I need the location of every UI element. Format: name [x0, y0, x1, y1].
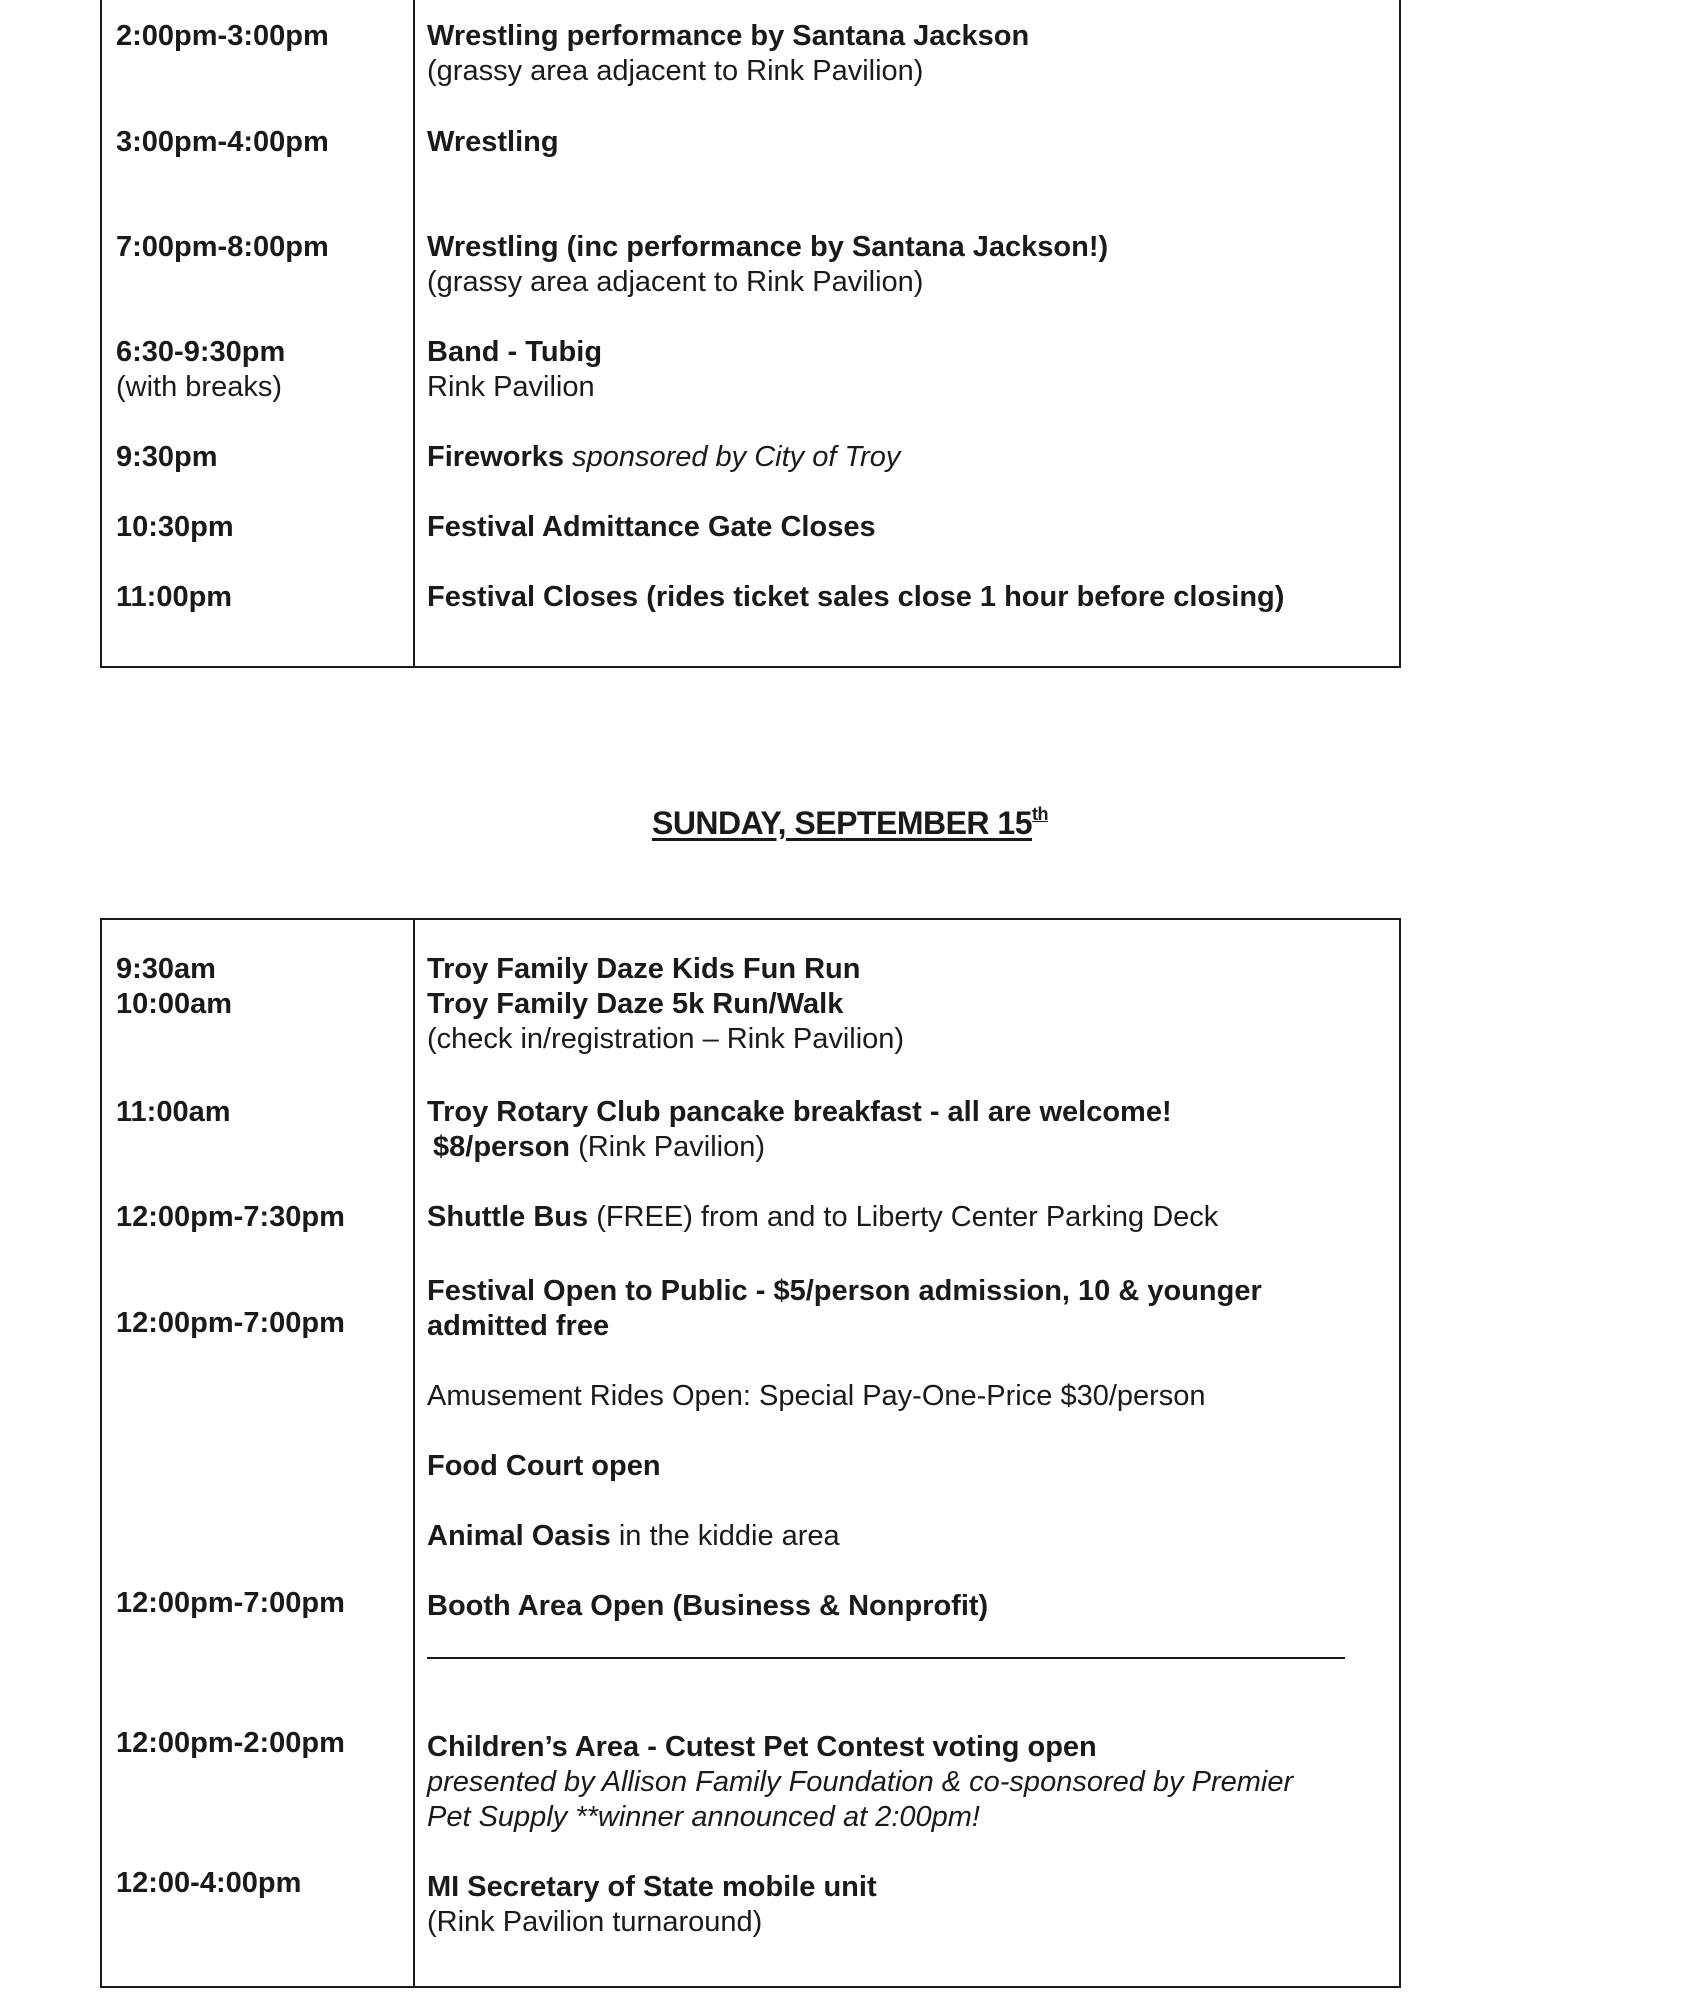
event-title: Troy Family Daze Kids Fun Run [427, 953, 861, 985]
event-detail: in the kiddie area [618, 1520, 840, 1552]
event-title: Shuttle Bus [427, 1201, 589, 1233]
event-title: Troy Family Daze 5k Run/Walk [427, 988, 844, 1020]
time-cell: 10:30pm [116, 511, 234, 543]
event-title: Fireworks [427, 441, 564, 473]
time-cell: 12:00pm-2:00pm [116, 1727, 345, 1759]
time-cell: 12:00pm-7:30pm [116, 1201, 345, 1233]
time-cell: 12:00-4:00pm [116, 1867, 302, 1899]
event-location: Rink Pavilion [427, 371, 595, 403]
time-cell: 11:00pm [116, 581, 233, 613]
event-title: Festival Open to Public - $5/person admission, 10 & younger [427, 1275, 1262, 1307]
event-row-fireworks [427, 439, 900, 475]
event-sponsor: presented by Allison Family Foundation & co-sponsored by Premier [427, 1766, 1294, 1798]
event-location: (grassy area adjacent to Rink Pavilion) [427, 55, 924, 87]
time-cell: 10:00am [116, 988, 233, 1020]
event-title: Booth Area Open (Business & Nonprofit) [427, 1590, 989, 1622]
time-cell: 3:00pm-4:00pm [116, 126, 329, 158]
time-cell: 7:00pm-8:00pm [116, 231, 329, 263]
time-cell: 6:30-9:30pm [116, 336, 286, 368]
time-cell: 9:30am [116, 953, 216, 985]
event-price-line [433, 1129, 765, 1165]
heading-text: SUNDAY, SEPTEMBER 15 [651, 805, 1033, 841]
event-location: (Rink Pavilion) [578, 1131, 766, 1163]
event-title: Festival Closes (rides ticket sales close 1 hour before closing) [427, 581, 1285, 613]
event-title: Animal Oasis [427, 1520, 611, 1552]
event-title: Festival Admittance Gate Closes [427, 511, 876, 543]
event-title: Band - Tubig [427, 336, 603, 368]
event-sponsor: sponsored by City of Troy [572, 441, 901, 473]
time-cell: 2:00pm-3:00pm [116, 20, 329, 52]
schedule-table-saturday [100, 0, 1401, 668]
event-rides: Amusement Rides Open: Special Pay-One-Price $30/person [427, 1380, 1206, 1412]
event-title: Wrestling (inc performance by Santana Jackson!) [427, 231, 1109, 263]
event-title: Wrestling [427, 126, 559, 158]
time-cell: 12:00pm-7:00pm [116, 1587, 345, 1619]
time-cell: 9:30pm [116, 441, 218, 473]
column-divider [413, 0, 415, 666]
event-location: (Rink Pavilion turnaround) [427, 1906, 763, 1938]
time-cell: 11:00am [116, 1096, 231, 1128]
horizontal-rule [427, 1657, 1345, 1659]
column-divider [413, 920, 415, 1986]
heading-superscript: th [1032, 804, 1049, 824]
event-location: (check in/registration – Rink Pavilion) [427, 1023, 905, 1055]
event-title: admitted free [427, 1310, 610, 1342]
section-heading-sunday [0, 792, 1700, 845]
event-row-shuttle [427, 1199, 1218, 1235]
time-cell: 12:00pm-7:00pm [116, 1307, 345, 1339]
event-title: Children’s Area - Cutest Pet Contest voting open [427, 1731, 1097, 1763]
event-detail: (FREE) from and to Liberty Center Parking Deck [596, 1201, 1219, 1233]
event-title: Troy Rotary Club pancake breakfast - all are welcome! [427, 1096, 1172, 1128]
event-food-court: Food Court open [427, 1450, 661, 1482]
event-row-animal [427, 1518, 840, 1554]
event-sponsor: Pet Supply **winner announced at 2:00pm! [427, 1801, 980, 1833]
time-note: (with breaks) [116, 371, 282, 403]
event-title: MI Secretary of State mobile unit [427, 1871, 877, 1903]
event-title: Wrestling performance by Santana Jackson [427, 20, 1030, 52]
event-location: (grassy area adjacent to Rink Pavilion) [427, 266, 924, 298]
event-price: $8/person [433, 1131, 570, 1163]
